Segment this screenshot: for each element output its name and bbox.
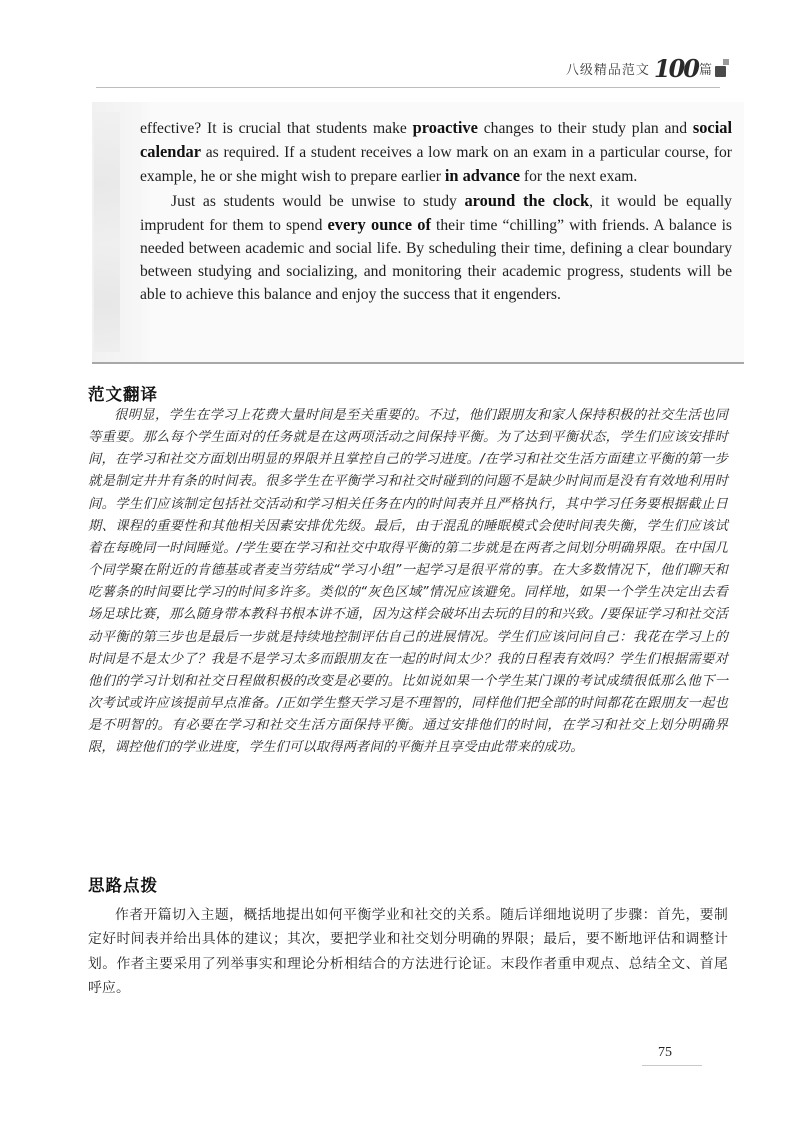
header-rule (96, 87, 720, 88)
text-run: for the next exam. (519, 168, 638, 186)
running-header (565, 54, 712, 83)
book-series-title: 八级精品范文 (565, 63, 650, 78)
bold-phrase: social calendar (140, 118, 733, 162)
text-run: as required. If a student receives a low mark on an exam in a particular course, for example, he or she might wish to prepare earlier (140, 144, 732, 186)
bold-phrase: in advance (444, 166, 520, 186)
passage-paragraph-1 (140, 116, 732, 189)
bold-phrase: around the clock (464, 190, 590, 210)
page-number-rule (642, 1065, 702, 1066)
bold-phrase: every ounce of (327, 214, 431, 234)
tips-paragraph: 作者开篇切入主题，概括地提出如何平衡学业和社交的关系。随后详细地说明了步骤：首先，要制定好时间表并给出具体的建议；其次，要把学业和社交划分明确的界限；最后，要不断地评估和调整计划。作者主要采用了列举事实和理论分析相结合的方法进行论证。末段作者重申观点、总结全文、首尾呼应。 (88, 907, 728, 996)
text-run: changes to their study plan and (477, 120, 693, 137)
page-number: 75 (658, 1045, 672, 1060)
translation-heading: 范文翻译 (88, 385, 158, 404)
translation-paragraph: 很明显，学生在学习上花费大量时间是至关重要的。不过，他们跟朋友和家人保持积极的社交生活也同等重要。那么每个学生面对的任务就是在这两项活动之间保持平衡。为了达到平衡状态，学生们应该安排时间，在学习和社交方面划出明显的界限并且掌控自己的学习进度。/在学习和社交生活方面建立平衡的第一步就是制定井井有条的时间表。很多学生在平衡学习和社交时碰到的问题不是缺少时间而是没有有效地利用时间。学生们应该制定包括社交活动和学习相关任务在内的时间表并且严格执行，其中学习任务要根据截止日期、课程的重要性和其他相关因素安排优先级。最后，由于混乱的睡眠模式会使时间表失衡，学生们应该试着在每晚同一时间睡觉。/学生要在学习和社交中取得平衡的第二步就是在两者之间划分明确界限。在中国几个同学聚在附近的肯德基或者麦当劳结成“学习小组”一起学习是很平常的事。在大多数情况下，他们聊天和吃薯条的时间要比学习的时间多许多。类似的“灰色区域”情况应该避免。同样地，如果一个学生决定出去看场足球比赛，那么随身带本教科书根本讲不通，因为这样会破坏出去玩的目的和兴致。/要保证学习和社交活动平衡的第三步也是最后一步就是持续地控制评估自己的进展情况。学生们应该问问自己：我花在学习上的时间是不是太少了？我是不是学习太多而跟朋友在一起的时间太少？我的日程表有效吗？学生们根据需要对他们的学习计划和社交日程做积极的改变是必要的。比如说如果一个学生某门课的考试成绩很低那么他下一次考试或许应该提前早点准备。/正如学生整天学习是不理智的，同样他们把全部的时间都花在跟朋友一起也是不明智的。有必要在学习和社交生活方面保持平衡。通过安排他们的时间，在学习和社交上划分明确界限，调控他们的学业进度，学生们可以取得两者间的平衡并且享受由此带来的成功。 (88, 408, 728, 756)
english-passage (140, 116, 732, 307)
book-series-number: 100 (653, 54, 698, 83)
text-run: Just as students would be unwise to study (171, 192, 465, 210)
text-run: , it would be equally imprudent for them to spend (140, 192, 732, 234)
book-series-unit: 篇 (698, 63, 712, 78)
header-square-mark-icon (715, 66, 726, 77)
passage-paragraph-2 (140, 189, 732, 307)
tips-heading: 思路点拨 (88, 876, 158, 895)
text-run: their time “chilling” with friends. A balance is needed between academic and social life. By scheduling their time, defining a clear boundary between studying and socializing, and monitoring their academic progress, students will be able to achieve this balance and enjoy the success that it engenders. (140, 216, 732, 304)
bold-phrase: proactive (412, 118, 478, 137)
text-run: effective? It is crucial that students make (140, 120, 413, 137)
